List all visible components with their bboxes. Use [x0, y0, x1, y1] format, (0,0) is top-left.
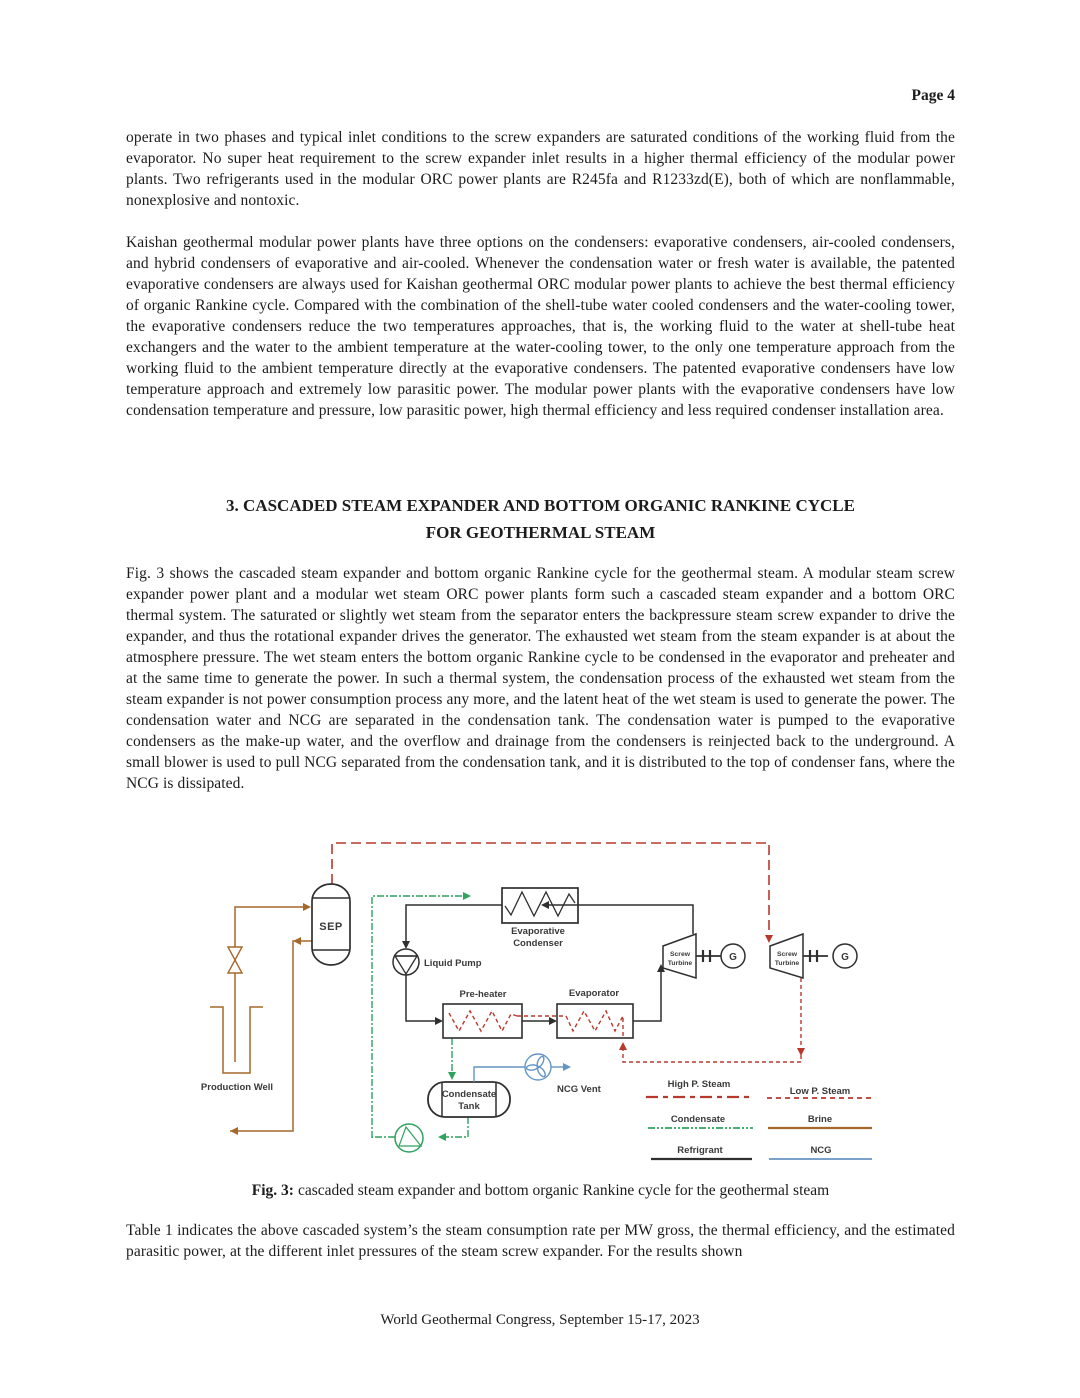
condensate-pump-icon	[395, 1124, 423, 1152]
evaporator	[557, 988, 633, 1038]
condensate-tank	[428, 1082, 510, 1117]
legend-low-p-steam-label: Low P. Steam	[789, 1086, 851, 1097]
section-heading-line2: FOR GEOTHERMAL STEAM	[425, 523, 656, 542]
condensate-to-condenser-arrow	[463, 892, 471, 900]
low-pressure-steam-down-arrow	[797, 1048, 805, 1056]
liquid-pump-label: Liquid Pump	[424, 958, 482, 969]
figure-caption	[126, 1182, 955, 1200]
production-well-label: Production Well	[200, 1082, 274, 1093]
screw-turbine-1	[663, 934, 745, 978]
separator-vessel	[312, 884, 350, 965]
high-pressure-steam-arrow	[765, 935, 773, 943]
legend-high-p-steam-label: High P. Steam	[667, 1079, 731, 1090]
figure-3-diagram	[190, 838, 890, 1178]
legend-refrigerant-label: Refrigrant	[677, 1145, 723, 1156]
figure-legend	[646, 1079, 872, 1159]
refrigerant-into-evaporator-arrow	[549, 1017, 557, 1025]
evaporative-condenser	[502, 888, 578, 949]
condensate-to-tank-arrow	[448, 1072, 456, 1080]
paragraph-2: Kaishan geothermal modular power plants have three options on the condensers: evaporative condensers, air-cooled condensers, and hybrid condensers of evaporative and air-cooled. Whenever the condensation water or fresh water is available, the patented evaporative condensers are always used for Kaishan geothermal ORC modular power plants to achieve the best thermal efficiency of organic Rankine cycle. Compared with the combination of the shell-tube water cooled condensers and the water-cooling tower, the evaporative condensers reduce the two temperatures approaches, that is, the working fluid to the water at shell-tube heat exchangers and the water to the ambient temperature at the water-cooling tower, to the only one temperature approach from the working fluid to the ambient temperature directly at the evaporative condensers. The patented evaporative condensers have low temperature approach and extremely low parasitic power. The modular power plants with the evaporative condensers have low condensation temperature and pressure, low parasitic power, high thermal efficiency and less required condenser installation area.	[126, 234, 955, 419]
evaporator-label: Evaporator	[568, 988, 620, 999]
ncg-vent-arrow	[563, 1063, 571, 1071]
brine-into-sep-arrow	[303, 903, 311, 911]
screw-turbine-1-label-line2: Turbine	[667, 960, 693, 967]
paragraph-3: Fig. 3 shows the cascaded steam expander and bottom organic Rankine cycle for the geothermal steam. A modular steam screw expander power plant and a modular wet steam ORC power plants form such a cascaded steam expander and a bottom ORC thermal system. The saturated or slightly wet steam from the separator enters the backpressure steam screw expander to drive the expander, and thus the rotational expander drives the generator. The exhausted wet steam from the steam expander is at about the atmosphere pressure. The wet steam enters the bottom organic Rankine cycle to be condensed in the evaporator and preheater and at the same time to generate the power. In such a thermal system, the condensation process of the exhausted wet steam from the steam expander is not power consumption process any more, and the latent heat of the wet steam is used to generate the power. The condensation water and NCG are separated in the condensation tank. The condensation water is pumped to the evaporative condensers as the make-up water, and the overflow and drainage from the condensers is reinjected back to the underground. A small blower is used to pull NCG separated from the condensation tank, and it is distributed to the top of condenser fans, where the NCG is dissipated.	[126, 565, 955, 792]
condensate-to-pump-arrow	[438, 1133, 446, 1141]
paragraph-1: operate in two phases and typical inlet conditions to the screw expanders are saturated conditions of the working fluid from the evaporator. No super heat requirement to the screw expander inlet results in a higher thermal efficiency of the modular power plants. Two refrigerants used in the modular ORC power plants are R245fa and R1233zd(E), both of which are nonflammable, nonexplosive and nontoxic.	[126, 129, 955, 209]
pre-heater	[443, 989, 522, 1038]
legend-brine-label: Brine	[807, 1114, 833, 1125]
valve-icon	[228, 947, 242, 973]
section-heading-line1: 3. CASCADED STEAM EXPANDER AND BOTTOM ORGANIC RANKINE CYCLE	[226, 496, 855, 515]
generator-2-label: G	[841, 952, 849, 963]
evaporative-condenser-label-line2: Condenser	[513, 938, 563, 949]
screw-turbine-2-label-line1: Screw	[776, 951, 798, 958]
sep-label: SEP	[319, 921, 343, 933]
screw-turbine-2-label-line2: Turbine	[774, 960, 800, 967]
legend-condensate-label: Condensate	[670, 1114, 726, 1125]
liquid-pump-icon	[393, 949, 419, 975]
brine-reinjection-arrow	[230, 1127, 238, 1135]
page-footer: World Geothermal Congress, September 15-17, 2023	[380, 1312, 700, 1328]
ncg-vent-label: NCG Vent	[557, 1084, 601, 1095]
generator-1-label: G	[729, 952, 737, 963]
screw-turbine-1-label-line1: Screw	[669, 951, 691, 958]
ncg-vent-fan-icon	[525, 1054, 551, 1080]
paragraph-4: Table 1 indicates the above cascaded system’s the steam consumption rate per MW gross, the thermal efficiency, and the estimated parasitic power, at the different inlet pressures of the steam screw expander. For the results shown	[126, 1222, 955, 1260]
refrigerant-into-pump-arrow	[402, 941, 410, 949]
evaporative-condenser-label-line1: Evaporative	[511, 926, 565, 937]
brine-out-of-sep-arrow	[293, 937, 301, 945]
pre-heater-label: Pre-heater	[459, 989, 507, 1000]
page-number: Page 4	[911, 87, 955, 104]
condensate-tank-label-line1: Condensate	[441, 1089, 497, 1100]
figure-caption-label: Fig. 3:	[251, 1182, 294, 1199]
legend-ncg-label: NCG	[810, 1145, 832, 1156]
condensate-tank-label-line2: Tank	[458, 1101, 480, 1112]
low-pressure-steam-up-arrow	[619, 1042, 627, 1050]
screw-turbine-2	[770, 934, 857, 978]
refrigerant-into-preheater-arrow	[435, 1017, 443, 1025]
figure-caption-text: cascaded steam expander and bottom organic Rankine cycle for the geothermal steam	[297, 1182, 830, 1199]
section-heading	[126, 492, 955, 546]
